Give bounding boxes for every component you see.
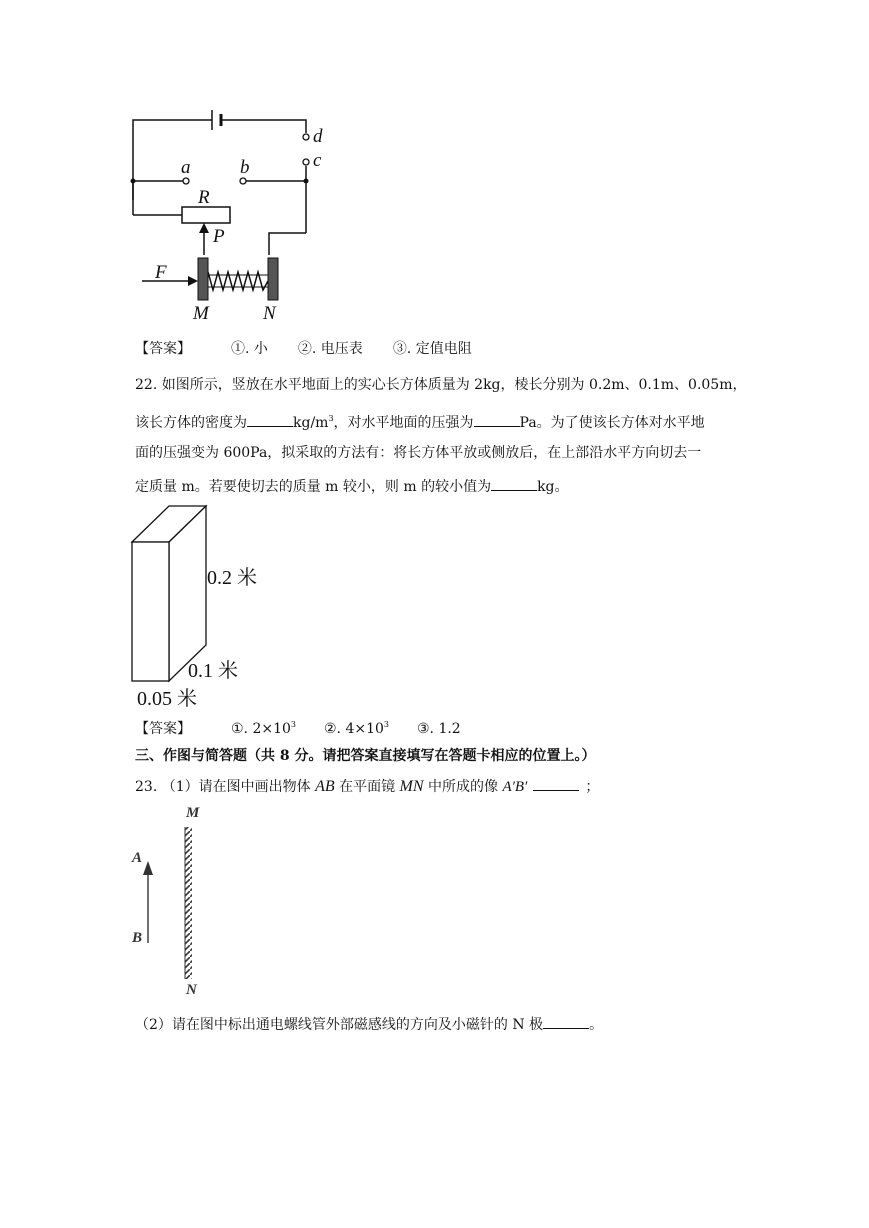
q23-part2 [135, 1015, 603, 1035]
object-label-b: B [132, 930, 143, 946]
symbol: AB [315, 778, 335, 795]
answer-blank [543, 1016, 589, 1029]
q22-line3: 面的压强变为 600Pa，拟采取的方法有：将长方体平放或侧放后，在上部沿水平方向切去一 [135, 445, 702, 461]
width-label: 0.1 米 [188, 660, 238, 682]
label-c: c [313, 150, 322, 171]
text: 定质量 m。若要使切去的质量 m 较小，则 m 的较小值为 [135, 479, 492, 495]
label-m: M [193, 303, 209, 324]
q21-answer [135, 339, 502, 359]
label-b: b [240, 157, 250, 178]
symbol: MN [399, 778, 424, 795]
label-a: a [181, 157, 191, 178]
label-d: d [313, 126, 323, 147]
text: kg/m [293, 415, 329, 431]
text: kg。 [537, 479, 569, 495]
q22-line4 [135, 477, 569, 497]
answer-item: ①. 小 [231, 341, 268, 357]
text: 在平面镜 [334, 779, 400, 795]
superscript: 3 [328, 414, 334, 423]
text: 该长方体的密度为 [135, 415, 247, 431]
answer-item: ①. 2×10 [231, 721, 291, 737]
text: （2）请在图中标出通电螺线管外部磁感线的方向及小磁针的 N 极 [135, 1017, 544, 1033]
label-r: R [198, 187, 210, 208]
symbol: A′B′ [502, 779, 528, 795]
answer-item: ②. 电压表 [297, 341, 363, 357]
text: ； [585, 779, 600, 795]
text: 中所成的像 [423, 779, 503, 795]
answer-blank [533, 778, 579, 791]
label-n: N [263, 303, 276, 324]
superscript: 3 [383, 720, 389, 729]
label-f: F [155, 262, 167, 283]
answer-tag: 【答案】 [135, 341, 191, 357]
depth-label: 0.05 米 [137, 688, 197, 710]
answer-blank [491, 478, 537, 491]
answer-blank [474, 414, 520, 427]
superscript: 3 [290, 720, 296, 729]
section-title: 三、作图与简答题（共 8 分。请把答案直接填写在答题卡相应的位置上。） [135, 748, 596, 764]
q23-part1 [135, 777, 599, 797]
answer-item: ③. 定值电阻 [392, 341, 472, 357]
mirror-figure [130, 825, 210, 985]
answer-tag: 【答案】 [135, 721, 191, 737]
answer-item: ②. 4×10 [324, 721, 384, 737]
label-p: P [213, 226, 225, 247]
text: 23. （1）请在图中画出物体 [135, 779, 316, 795]
height-label: 0.2 米 [207, 567, 257, 589]
text: 。 [589, 1017, 604, 1033]
q22-line2 [135, 409, 705, 433]
object-label-a: A [132, 850, 143, 866]
answer-item: ③. 1.2 [417, 721, 461, 737]
mirror-label-m: M [186, 805, 200, 821]
text: ，对水平地面的压强为 [333, 415, 474, 431]
answer-blank [247, 414, 293, 427]
q22-answer [135, 715, 461, 739]
mirror-label-n: N [186, 982, 197, 998]
text: Pa。为了使该长方体对水平地 [519, 415, 705, 431]
q22-line1: 22. 如图所示，竖放在水平地面上的实心长方体质量为 2kg，棱长分别为 0.2m、0.1m、0.05m， [135, 377, 747, 393]
